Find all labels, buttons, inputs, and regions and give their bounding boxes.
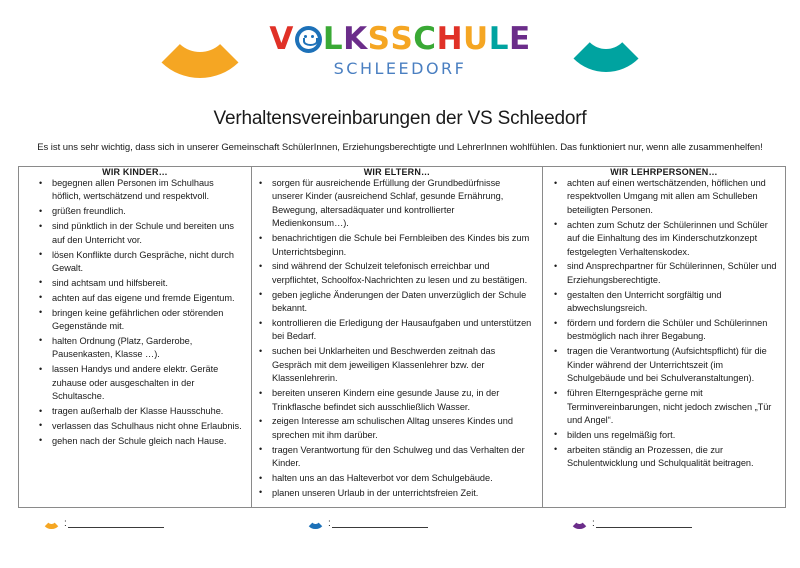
list-item: • verlassen das Schulhaus nicht ohne Erlaubnis.	[52, 420, 245, 433]
list-item: • fördern und fordern die Schüler und Schülerinnen bestmöglich nach ihrer Begabung.	[567, 317, 777, 344]
list-item: • gehen nach der Schule gleich nach Hause.	[52, 435, 245, 448]
list-item: • achten zum Schutz der Schülerinnen und Schüler auf die Einhaltung des im Kinderschutzkonzept festgelegten Verhaltenskodex.	[567, 219, 777, 259]
list-item: • achten auf einen wertschätzenden, höflichen und respektvollen Umgang mit allen am Schulleben beteiligten Personen.	[567, 177, 777, 217]
column-header-teachers: WIR LEHRPERSONEN…	[543, 167, 786, 178]
logo-letter: E	[508, 21, 531, 57]
list-item: • sind während der Schulzeit telefonisch erreichbar und verpflichtet, Schoolfox-Nachrichten zu lesen und zu bestätigen.	[272, 260, 532, 287]
page-header	[0, 0, 800, 100]
agreements-table	[18, 166, 786, 508]
list-item: • kontrollieren die Erledigung der Hausaufgaben und unterstützen bei Bedarf.	[272, 317, 532, 344]
list-item: • gestalten den Unterricht sorgfältig und abwechslungsreich.	[567, 289, 777, 316]
signature-colon: :	[64, 518, 67, 529]
list-item: • lassen Handys und andere elektr. Geräte zuhause oder ausgeschalten in der Schultasche.	[52, 363, 245, 403]
list-item: • grüßen freundlich.	[52, 205, 245, 218]
logo-letter: V	[269, 21, 294, 57]
signature-line[interactable]	[596, 520, 692, 528]
list-item: • tragen Verantwortung für den Schulweg und das Verhalten der Kinder.	[272, 444, 532, 471]
list-item: • führen Elterngespräche gerne mit Terminvereinbarungen, nicht jedoch zwischen „Tür und Angel“.	[567, 387, 777, 427]
signature-field[interactable]	[528, 518, 792, 529]
children-agreement-list	[19, 177, 251, 448]
smile-arc-icon	[306, 519, 325, 529]
logo-letter: S	[390, 21, 414, 57]
column-parents	[252, 177, 543, 508]
signature-field[interactable]	[264, 518, 528, 529]
signature-line[interactable]	[332, 520, 428, 528]
signature-line[interactable]	[68, 520, 164, 528]
logo-letter: S	[367, 21, 391, 57]
signature-row	[0, 518, 800, 529]
page-title: Verhaltensvereinbarungen der VS Schleedorf	[213, 108, 587, 129]
list-item: • benachrichtigen die Schule bei Fernbleiben des Kindes bis zum Unterrichtsbeginn.	[272, 232, 532, 259]
list-item: • tragen außerhalb der Klasse Hausschuhe.	[52, 405, 245, 418]
logo-subtitle: SCHLEEDORF	[333, 59, 467, 78]
smile-arc-icon	[570, 519, 589, 529]
list-item: • arbeiten ständig an Prozessen, die zur Schulentwicklung und Schulqualität beitragen.	[567, 444, 777, 471]
logo-letter: K	[343, 21, 368, 57]
signature-colon: :	[328, 518, 331, 529]
list-item: • suchen bei Unklarheiten und Beschwerden zeitnah das Gespräch mit dem jeweiligen Klassenlehrer bzw. der Klassenlehrerin.	[272, 345, 532, 385]
list-item: • sind achtsam und hilfsbereit.	[52, 277, 245, 290]
list-item: • halten Ordnung (Platz, Garderobe, Pausenkasten, Klasse …).	[52, 335, 245, 362]
parents-agreement-list	[252, 177, 542, 500]
list-item: • lösen Konflikte durch Gespräche, nicht durch Gewalt.	[52, 249, 245, 276]
list-item: • begegnen allen Personen im Schulhaus höflich, wertschätzend und respektvoll.	[52, 177, 245, 204]
logo-letter: U	[463, 21, 489, 57]
teachers-agreement-list	[543, 177, 785, 471]
list-item: • bereiten unseren Kindern eine gesunde Jause zu, in der Trinkflasche befindet sich ausschließlich Wasser.	[272, 387, 532, 414]
table-header-row	[19, 167, 786, 178]
list-item: • geben jegliche Änderungen der Daten unverzüglich der Schule bekannt.	[272, 289, 532, 316]
logo-letter: L	[322, 21, 344, 57]
list-item: • achten auf das eigene und fremde Eigentum.	[52, 292, 245, 305]
school-logo	[0, 22, 800, 78]
column-teachers	[543, 177, 786, 508]
list-item: • zeigen Interesse am schulischen Alltag unseres Kindes und sprechen mit ihm darüber.	[272, 415, 532, 442]
column-children	[19, 177, 252, 508]
logo-letter: H	[436, 21, 464, 57]
smiley-face-icon	[295, 26, 322, 53]
column-header-children: WIR KINDER…	[19, 167, 252, 178]
smile-arc-icon	[42, 519, 61, 529]
table-body	[19, 177, 786, 508]
intro-paragraph: Es ist uns sehr wichtig, dass sich in unserer Gemeinschaft SchülerInnen, Erziehungsberechtigte und LehrerInnen wohlfühlen. Das funktioniert nur, wenn alle zusammenhelfen!	[37, 142, 763, 153]
logo-letter: L	[488, 21, 509, 57]
column-header-parents: WIR ELTERN…	[252, 167, 543, 178]
list-item: • planen unseren Urlaub in der unterrichtsfreien Zeit.	[272, 487, 532, 500]
logo-letter: C	[413, 21, 437, 57]
signature-colon: :	[592, 518, 595, 529]
list-item: • tragen die Verantwortung (Aufsichtspflicht) für die Kinder während der Unterrichtszeit (im Schulgebäude und bei Schulveranstaltungen).	[567, 345, 777, 385]
list-item: • bilden uns regelmäßig fort.	[567, 429, 777, 442]
list-item: • bringen keine gefährlichen oder störenden Gegenstände mit.	[52, 307, 245, 334]
list-item: • sorgen für ausreichende Erfüllung der Grundbedürfnisse unserer Kinder (ausreichend Schlaf, gesunde Ernährung, Bewegung, altersadäquater und kontrollierter Medienkonsum…).	[272, 177, 532, 231]
list-item: • sind Ansprechpartner für Schülerinnen, Schüler und Erziehungsberechtigte.	[567, 260, 777, 287]
signature-field[interactable]	[0, 518, 264, 529]
list-item: • halten uns an das Halteverbot vor dem Schulgebäude.	[272, 472, 532, 485]
logo-wordmark	[0, 22, 800, 56]
list-item: • sind pünktlich in der Schule und bereiten uns auf den Unterricht vor.	[52, 220, 245, 247]
